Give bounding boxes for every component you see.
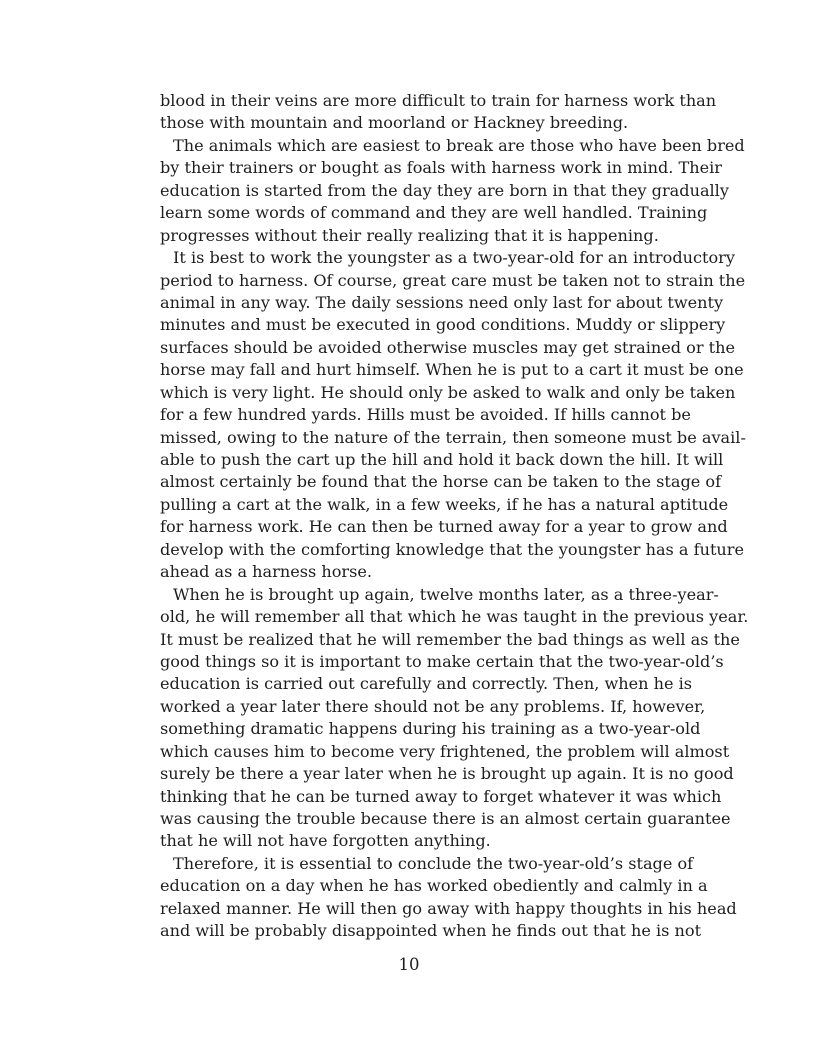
text-line: learn some words of command and they are well handled. Training xyxy=(160,203,708,223)
text-line: animal in any way. The daily sessions need only last for about twenty xyxy=(160,292,724,312)
text-line: worked a year later there should not be any problems. If, however, xyxy=(160,696,706,716)
text-line: was causing the trouble because there is an almost certain guarantee xyxy=(160,809,731,828)
text-line: education is carried out carefully and correctly. Then, when he is xyxy=(160,674,693,694)
page-number: 10 xyxy=(398,955,420,974)
text-line: which causes him to become very frightened, the problem will almost xyxy=(160,741,730,761)
text-line: surely be there a year later when he is brought up again. It is no good xyxy=(160,764,734,784)
text-line: blood in their veins are more difficult to train for harness work than xyxy=(160,91,717,110)
text-line: education on a day when he has worked obediently and calmly in a xyxy=(160,876,708,896)
text-line: period to harness. Of course, great care must be taken not to strain the xyxy=(160,270,746,290)
text-line: for a few hundred yards. Hills must be avoided. If hills cannot be xyxy=(160,405,691,425)
text-line: It must be realized that he will remember the bad things as well as the xyxy=(160,629,740,649)
text-line: which is very light. He should only be asked to walk and only be taken xyxy=(160,382,736,402)
text-line: missed, owing to the nature of the terrain, then someone must be avail- xyxy=(160,427,746,447)
text-line: something dramatic happens during his training as a two-year-old xyxy=(160,719,701,739)
text-line: thinking that he can be turned away to forget whatever it was which xyxy=(160,786,722,806)
text-line: It is best to work the youngster as a two-year-old for an introductory xyxy=(173,248,735,268)
text-line: education is started from the day they are born in that they gradually xyxy=(160,180,729,200)
text-line: Therefore, it is essential to conclude the two-year-old’s stage of xyxy=(173,853,694,873)
paragraph xyxy=(160,90,717,135)
text-line: able to push the cart up the hill and hold it back down the hill. It will xyxy=(160,450,724,469)
text-line: progresses without their really realizing that it is happening. xyxy=(160,225,659,245)
text-line: almost certainly be found that the horse can be taken to the stage of xyxy=(160,472,722,492)
text-line: that he will not have forgotten anything. xyxy=(160,831,491,851)
text-line: those with mountain and moorland or Hackney breeding. xyxy=(160,113,629,133)
paragraph xyxy=(160,135,745,247)
paragraph xyxy=(160,247,746,584)
text-line: horse may fall and hurt himself. When he is put to a cart it must be one xyxy=(160,360,744,380)
text-line: ahead as a harness horse. xyxy=(160,562,373,582)
text-line: surfaces should be avoided otherwise muscles may get strained or the xyxy=(160,337,736,357)
text-line: by their trainers or bought as foals with harness work in mind. Their xyxy=(160,158,722,178)
text-line: relaxed manner. He will then go away with happy thoughts in his head xyxy=(160,898,737,918)
text-line: and will be probably disappointed when he finds out that he is not xyxy=(160,921,702,941)
text-line: for harness work. He can then be turned away for a year to grow and xyxy=(160,517,728,537)
text-line: minutes and must be executed in good conditions. Muddy or slippery xyxy=(160,315,726,335)
text-line: good things so it is important to make certain that the two-year-old’s xyxy=(160,651,724,671)
body-text xyxy=(160,90,749,943)
text-line: develop with the comforting knowledge that the youngster has a future xyxy=(160,539,745,559)
text-line: When he is brought up again, twelve months later, as a three-year- xyxy=(173,584,719,604)
text-line: old, he will remember all that which he was taught in the previous year. xyxy=(160,607,749,627)
paragraph xyxy=(160,584,749,853)
text-line: The animals which are easiest to break are those who have been bred xyxy=(173,135,745,155)
paragraph xyxy=(160,853,737,943)
text-line: pulling a cart at the walk, in a few weeks, if he has a natural aptitude xyxy=(160,494,729,514)
